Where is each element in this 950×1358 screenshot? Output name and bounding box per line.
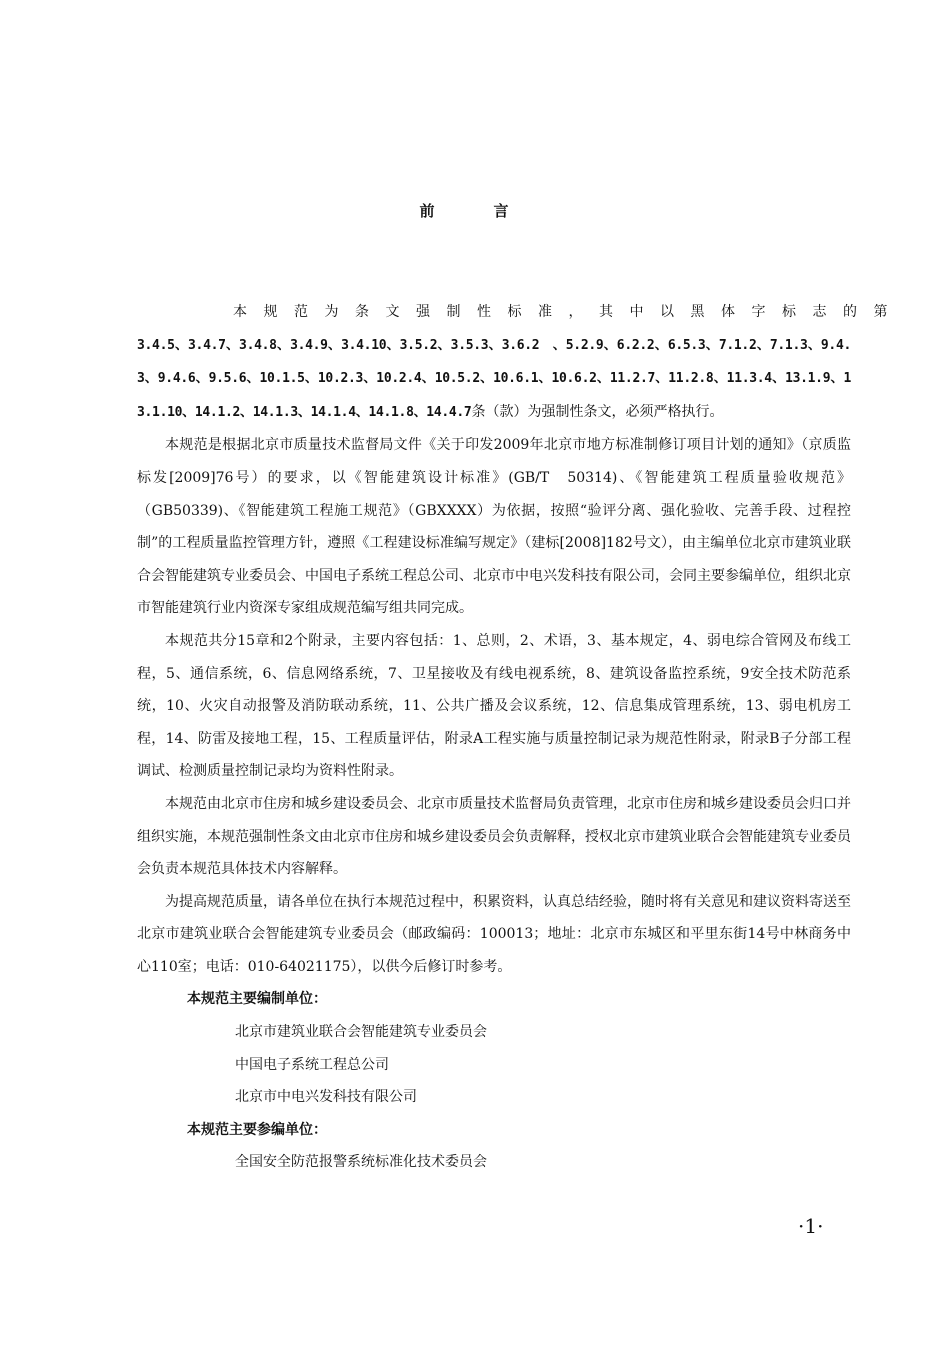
participating-unit-item: 全国安全防范报警系统标准化技术委员会 bbox=[235, 1154, 487, 1171]
chief-unit-item: 北京市建筑业联合会智能建筑专业委员会 bbox=[235, 1024, 487, 1041]
contents-paragraph: 本规范共分15章和2个附录，主要内容包括：1、总则，2、术语，3、基本规定，4、弱电综合管网及布线工程，5、通信系统，6、信息网络系统，7、卫星接收及有线电视系统，8、建筑设备监控系统，9安全技术防范系统，10、火灾自动报警及消防联动系统，11、公共广播及会议系统，12、信息集成管理系统，13、弱电机房工程，14、防雷及接地工程，15、工程质量评估，附录A工程实施与质量控制记录为规范性附录，附录B子分部工程调试、检测质量控制记录均为资料性附录。 bbox=[137, 632, 851, 780]
page-title: 前 言 bbox=[419, 202, 531, 220]
page-number: ·1· bbox=[798, 1214, 824, 1238]
feedback-paragraph: 为提高规范质量，请各单位在执行本规范过程中，积累资料，认真总结经验，随时将有关意见和建议资料寄送至北京市建筑业联合会智能建筑专业委员会（邮政编码：100013；地址：北京市东城区和平里东街14号中林商务中心110室；电话：010-64021175），以供今后修订时参考。 bbox=[137, 893, 851, 975]
participating-units-heading: 本规范主要参编单位： bbox=[187, 1121, 327, 1138]
management-paragraph: 本规范由北京市住房和城乡建设委员会、北京市质量技术监督局负责管理，北京市住房和城乡建设委员会归口并组织实施，本规范强制性条文由北京市住房和城乡建设委员会负责解释，授权北京市建筑业联合会智能建筑专业委员会负责本规范具体技术内容解释。 bbox=[137, 795, 851, 878]
document-body bbox=[137, 296, 904, 1179]
chief-unit-item: 中国电子系统工程总公司 bbox=[235, 1056, 389, 1073]
paragraph-lead: 本规范为条文强制性标准，其中以黑体字标志的第 bbox=[233, 304, 904, 320]
chief-unit-item: 北京市中电兴发科技有限公司 bbox=[235, 1089, 417, 1106]
basis-paragraph: 本规范是根据北京市质量技术监督局文件《关于印发2009年北京市地方标准制修订项目计划的通知》（京质监标发[2009]76号）的要求，以《智能建筑设计标准》(GB/T 50314)、《智能建筑工程质量验收规范》（GB50339)、《智能建筑工程施工规范》（GBXXXX）为依据，按照“验评分离、强化验收、完善手段、过程控制”的工程质量监控管理方针，遵照《工程建设标准编写规定》（建标[2008]182号文），由主编单位北京市建筑业联合会智能建筑专业委员会、中国电子系统工程总公司、北京市中电兴发科技有限公司，会同主要参编单位，组织北京市智能建筑行业内资深专家组成规范编写组共同完成。 bbox=[137, 437, 851, 617]
chief-units-heading: 本规范主要编制单位： bbox=[187, 991, 327, 1008]
mandatory-clauses-paragraph bbox=[137, 296, 904, 429]
clause-list: 3.4.5、3.4.7、3.4.8、3.4.9、3.4.10、3.5.2、3.5.3、3.6.2 、5.2.9、6.2.2、6.5.3、7.1.2、7.1.3、9.4.3、9.4.6、9.5.6、10.1.5、10.2.3、10.2.4、10.5.2、10.6.1、10.6.2、11.2.7、11.2.8、11.3.4、13.1.9、13.1.10、14.1.2、14.1.3、14.1.4、14.1.8、14.4.7 bbox=[137, 337, 851, 420]
paragraph-tail: 条（款）为强制性条文，必须严格执行。 bbox=[471, 403, 724, 420]
